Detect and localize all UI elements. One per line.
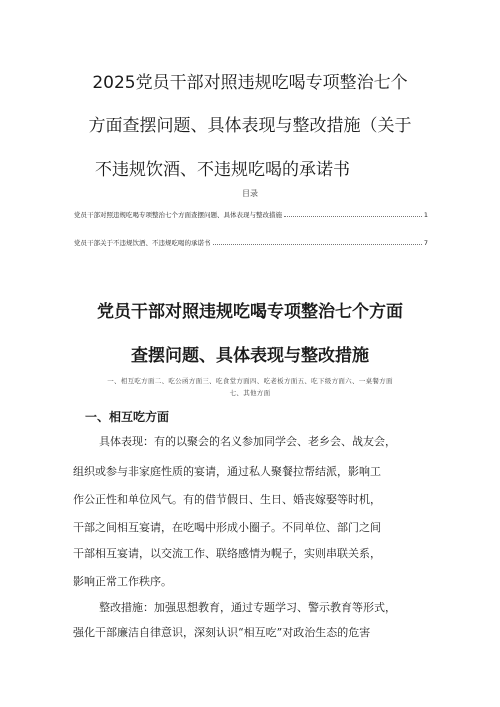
section-title-line-2: 查摆问题、具体表现与整改措施 [131, 346, 369, 366]
body-line: 影响正常工作秩序。 [73, 575, 172, 588]
body-line: 组织或参与非家庭性质的宴请，通过私人聚餐拉帮结派，影响工 [73, 465, 381, 478]
subsection-heading: 一、相互吃方面 [85, 410, 170, 424]
body-line: 具体表现：有的以聚会的名义参加同学会、老乡会、战友会， [99, 435, 396, 448]
outline-line: 一、相互吃方面二、吃公函方面三、吃食堂方面四、吃老板方面五、吃下级方面六、一桌餐方面 [107, 377, 393, 385]
toc-heading: 目录 [242, 189, 258, 198]
document-title-line-1: 2025党员干部对照违规吃喝专项整治七个 [92, 73, 408, 93]
toc-leader-dots [284, 215, 422, 217]
body-line: 作公正性和单位风气。有的借节假日、生日、婚丧嫁娶等时机， [73, 493, 381, 506]
section-outline [52, 375, 448, 399]
section-title-line-1: 党员干部对照违规吃喝专项整治七个方面 [97, 302, 403, 322]
body-line: 强化干部廉洁自律意识，深刻认识“相互吃”对政治生态的危害 [73, 626, 371, 639]
document-title-line-3: 不违规饮酒、不违规吃喝的承诺书 [95, 160, 350, 180]
toc-entry[interactable] [74, 210, 428, 219]
body-line: 整改措施：加强思想教育，通过专题学习、警示教育等形式， [99, 601, 396, 614]
document-title-line-2: 方面查摆问题、具体表现与整改措施（关于 [88, 116, 412, 136]
outline-line: 七、其他方面 [229, 389, 271, 397]
body-line: 干部相互宴请，以交流工作、联络感情为幌子，实则串联关系， [73, 547, 381, 560]
toc-entry-page: 7 [423, 239, 428, 247]
toc-entry-page: 1 [423, 211, 428, 219]
body-line: 干部之间相互宴请，在吃喝中形成小圈子。不同单位、部门之间 [73, 521, 381, 534]
toc-leader-dots [213, 243, 422, 245]
toc-entry[interactable] [74, 238, 428, 247]
toc-entry-text: 党员干部对照违规吃喝专项整治七个方面查摆问题、具体表现与整改措施 [74, 211, 282, 219]
toc-entry-text: 党员干部关于不违规饮酒、不违规吃喝的承诺书 [74, 239, 211, 247]
